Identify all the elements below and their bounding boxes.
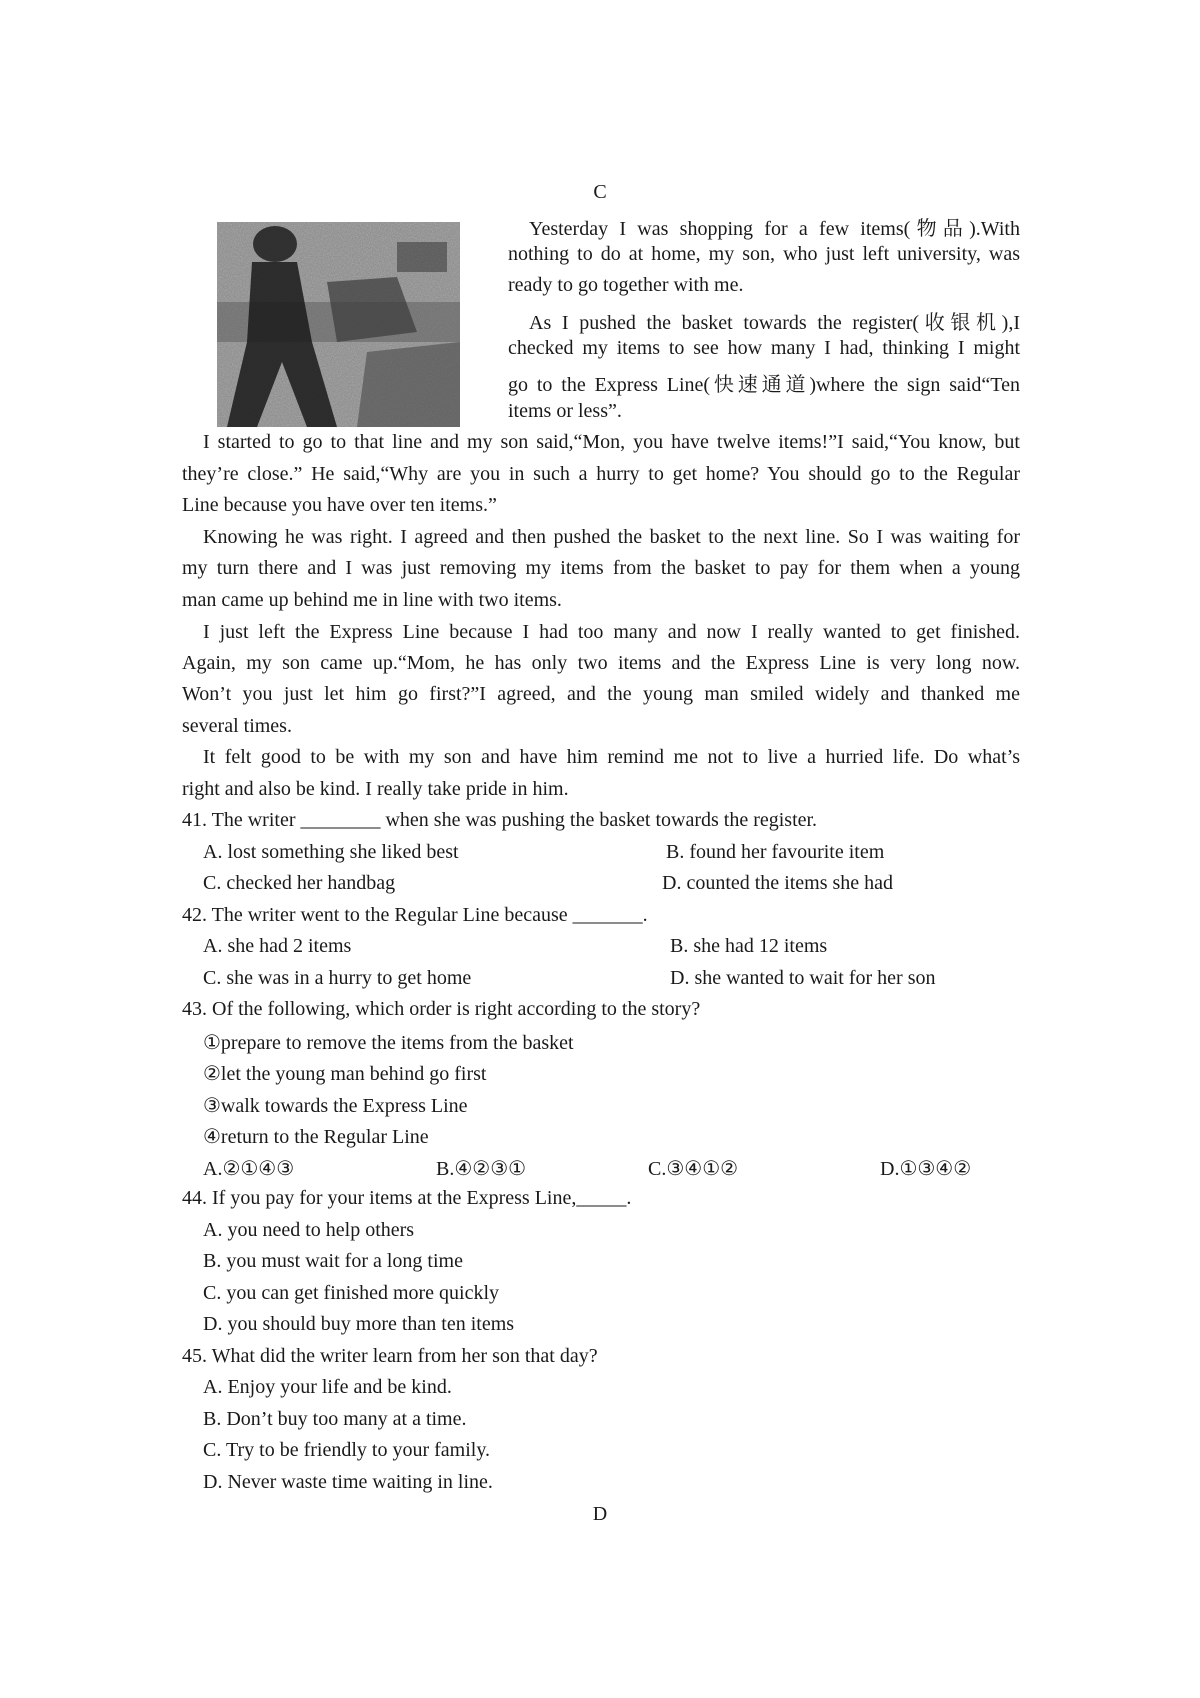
- section-label-d: D: [592, 1503, 608, 1525]
- question-44-option-a: A. you need to help others: [203, 1219, 415, 1241]
- question-42-stem: 42. The writer went to the Regular Line because _______.: [182, 904, 648, 926]
- question-45-option-b: B. Don’t buy too many at a time.: [203, 1408, 467, 1430]
- paragraph-line: right and also be kind. I really take pride in him.: [182, 778, 569, 800]
- question-43-stem: 43. Of the following, which order is right according to the story?: [182, 998, 701, 1020]
- question-41-option-c: C. checked her handbag: [203, 872, 396, 894]
- question-41-stem: 41. The writer ________ when she was pushing the basket towards the register.: [182, 809, 818, 831]
- question-42-option-b: B. she had 12 items: [670, 935, 828, 957]
- question-45-stem: 45. What did the writer learn from her son that day?: [182, 1345, 598, 1367]
- paragraph-line: checked my items to see how many I had, thinking I might: [508, 337, 1020, 359]
- photo-figure-with-bag: [217, 222, 460, 427]
- paragraph-line: Knowing he was right. I agreed and then pushed the basket to the next line. So I was waiting for: [203, 526, 1020, 548]
- paragraph-line: my turn there and I was just removing my items from the basket to pay for them when a young: [182, 557, 1020, 579]
- paragraph-line: Again, my son came up.“Mom, he has only two items and the Express Line is very long now.: [182, 652, 1020, 674]
- question-41-option-d: D. counted the items she had: [662, 872, 894, 894]
- paragraph-line: Won’t you just let him go first?”I agreed, and the young man smiled widely and thanked me: [182, 683, 1020, 705]
- question-43-option-b: B.④②③①: [436, 1158, 527, 1180]
- question-44-option-c: C. you can get finished more quickly: [203, 1282, 500, 1304]
- paragraph-line: ready to go together with me.: [508, 274, 744, 296]
- question-45-option-a: A. Enjoy your life and be kind.: [203, 1376, 452, 1398]
- paragraph-line: It felt good to be with my son and have him remind me not to live a hurried life. Do what’s: [203, 746, 1020, 768]
- question-45-option-d: D. Never waste time waiting in line.: [203, 1471, 493, 1493]
- question-43-step-4: ④return to the Regular Line: [203, 1126, 429, 1148]
- question-45-option-c: C. Try to be friendly to your family.: [203, 1439, 491, 1461]
- paragraph-line: I started to go to that line and my son said,“Mon, you have twelve items!”I said,“You know, but: [203, 431, 1020, 453]
- paragraph-line: go to the Express Line(快速通道)where the sign said“Ten: [508, 374, 1020, 396]
- section-label-c: C: [593, 181, 607, 203]
- paragraph-line: Line because you have over ten items.”: [182, 494, 497, 516]
- question-44-stem: 44. If you pay for your items at the Express Line,_____.: [182, 1187, 632, 1209]
- paragraph-line: items or less”.: [508, 400, 622, 422]
- paragraph-line: several times.: [182, 715, 292, 737]
- paragraph-line: Yesterday I was shopping for a few items(物品).With: [529, 218, 1020, 240]
- question-43-option-a: A.②①④③: [203, 1158, 295, 1180]
- question-43-option-d: D.①③④②: [880, 1158, 972, 1180]
- question-42-option-d: D. she wanted to wait for her son: [670, 967, 936, 989]
- question-44-option-d: D. you should buy more than ten items: [203, 1313, 515, 1335]
- question-41-option-b: B. found her favourite item: [666, 841, 885, 863]
- question-44-option-b: B. you must wait for a long time: [203, 1250, 463, 1272]
- paragraph-line: man came up behind me in line with two items.: [182, 589, 562, 611]
- paragraph-line: I just left the Express Line because I had too many and now I really wanted to get finished.: [203, 621, 1020, 643]
- paragraph-line: they’re close.” He said,“Why are you in such a hurry to get home? You should go to the Regular: [182, 463, 1020, 485]
- paragraph-line: nothing to do at home, my son, who just left university, was: [508, 243, 1020, 265]
- question-41-option-a: A. lost something she liked best: [203, 841, 459, 863]
- question-43-step-3: ③walk towards the Express Line: [203, 1095, 468, 1117]
- question-42-option-c: C. she was in a hurry to get home: [203, 967, 472, 989]
- question-42-option-a: A. she had 2 items: [203, 935, 352, 957]
- question-43-step-2: ②let the young man behind go first: [203, 1063, 487, 1085]
- question-43-step-1: ①prepare to remove the items from the basket: [203, 1032, 574, 1054]
- question-43-option-c: C.③④①②: [648, 1158, 739, 1180]
- paragraph-line: As I pushed the basket towards the register(收银机),I: [529, 312, 1020, 334]
